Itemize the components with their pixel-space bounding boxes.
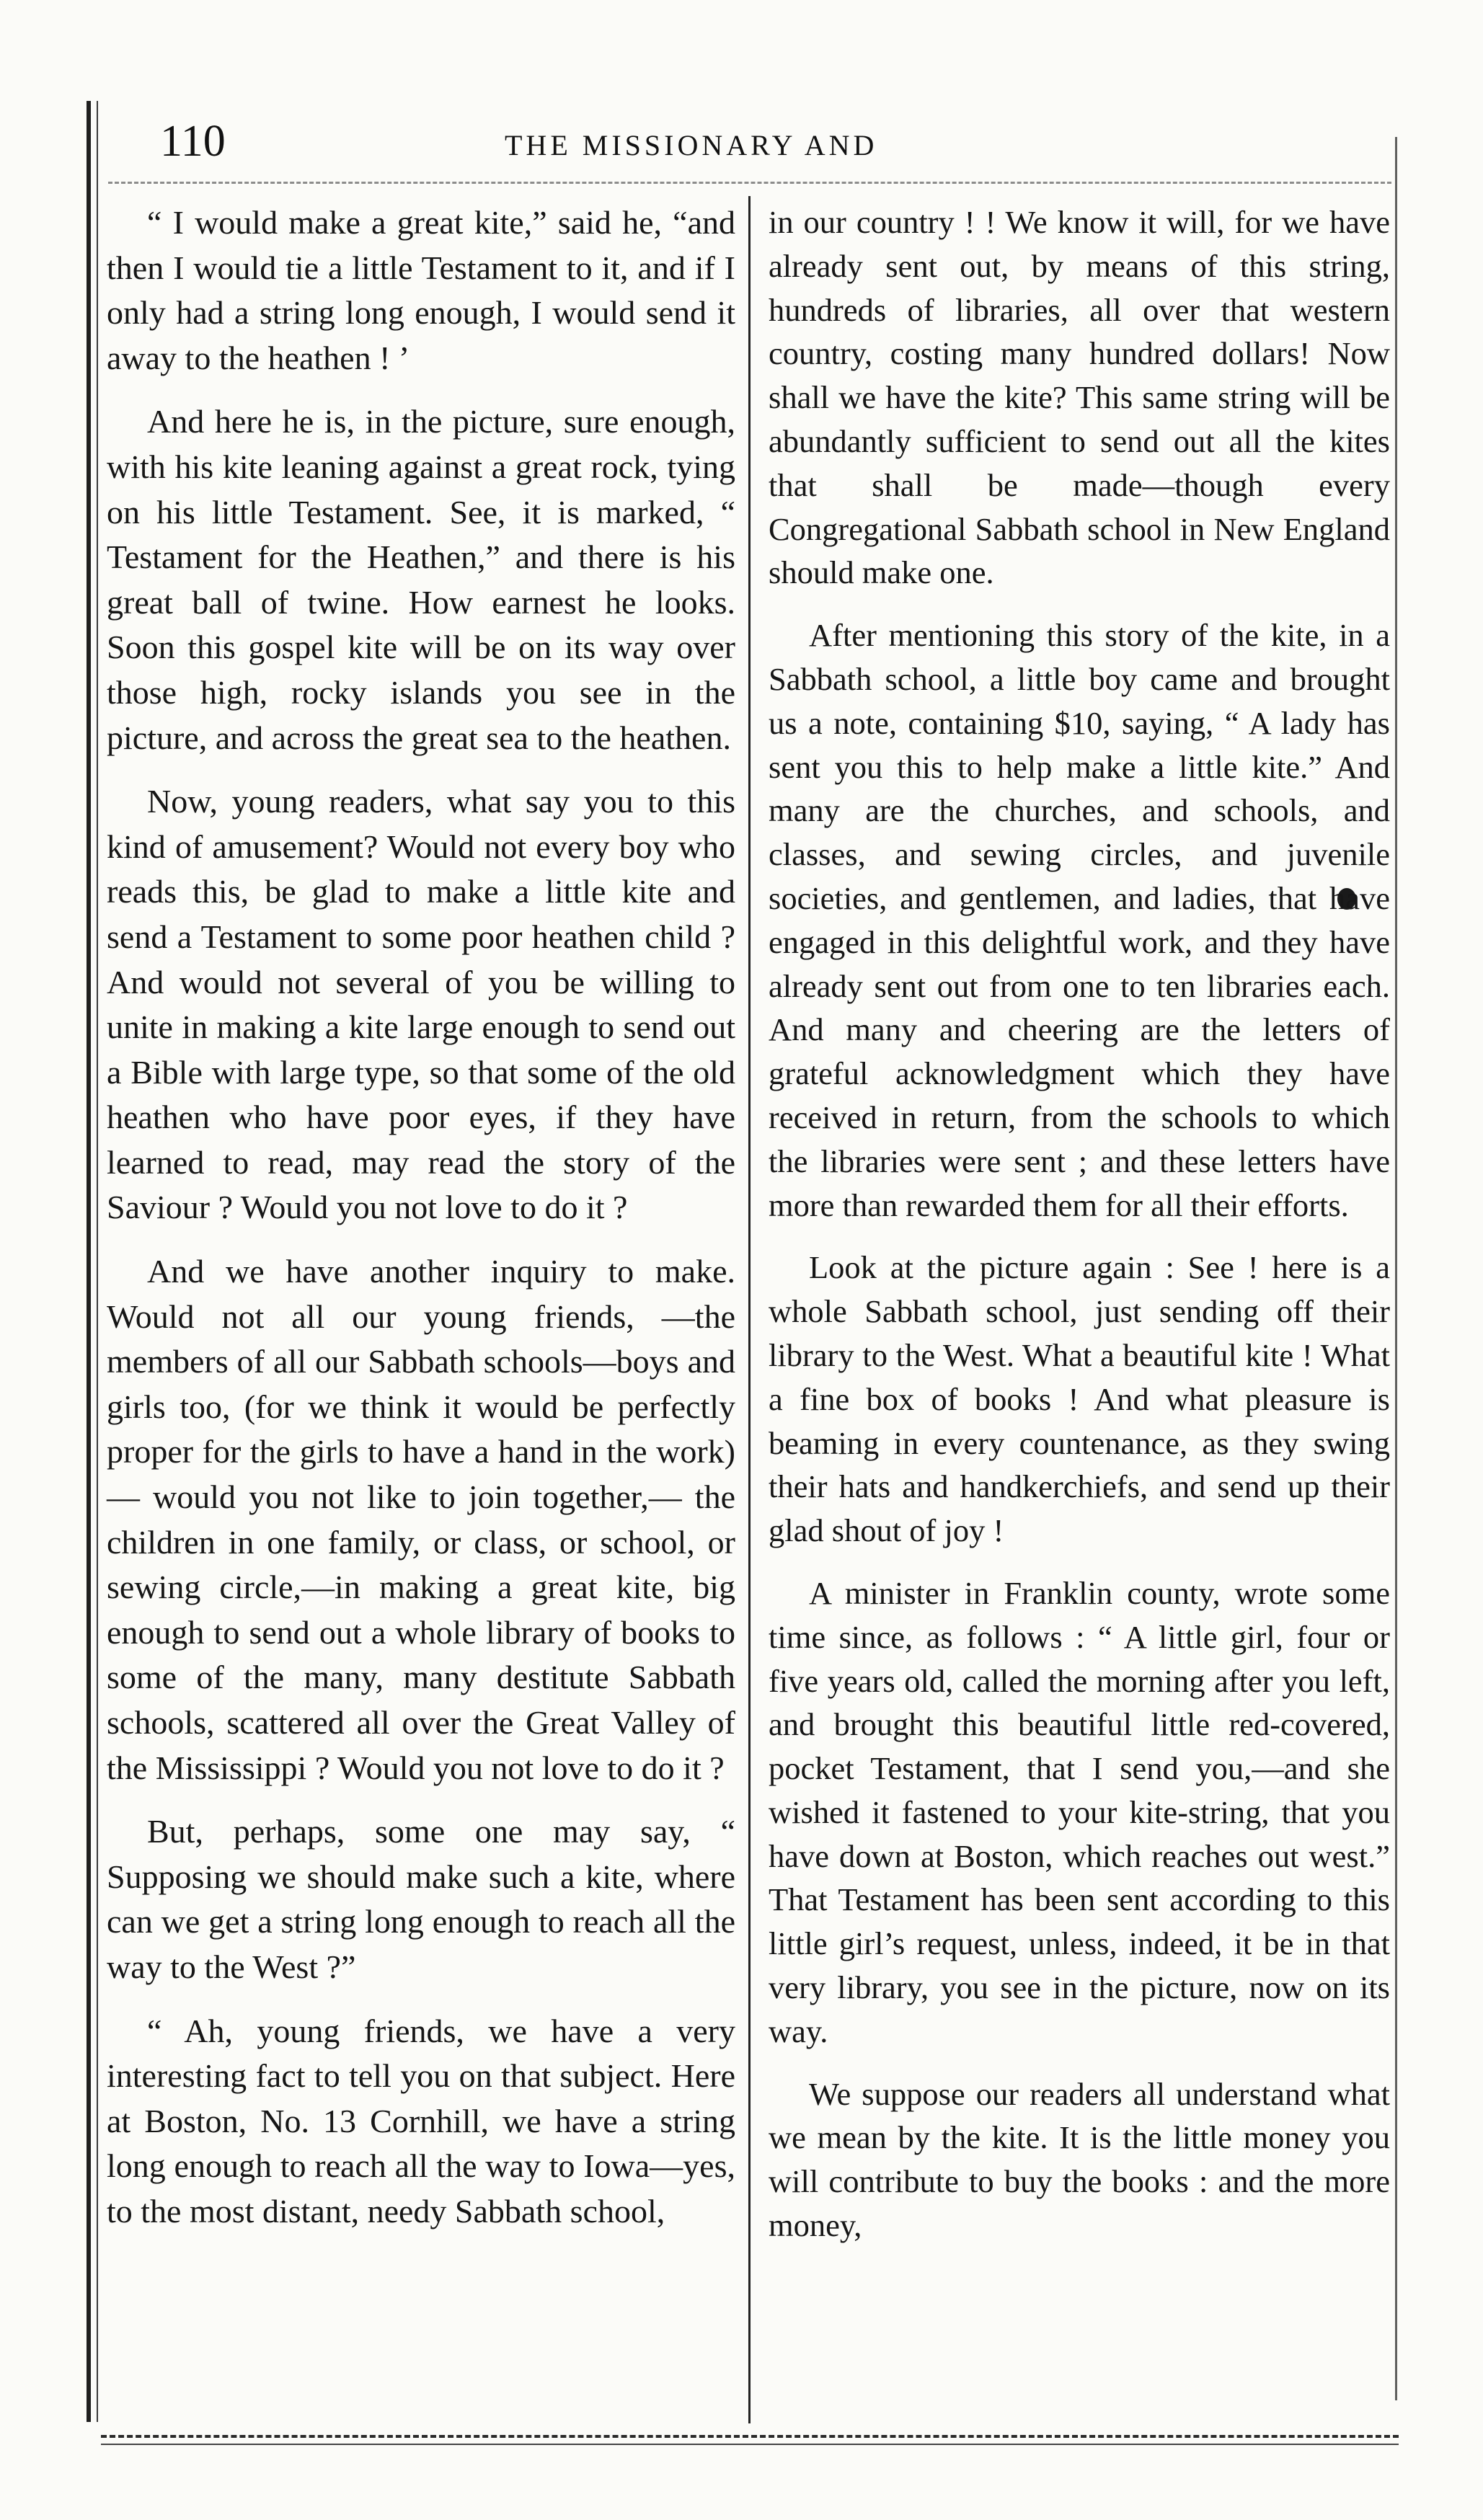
right-border-rule [1395, 137, 1397, 2400]
left-inner-border-rule [97, 101, 98, 2422]
paragraph: “ I would make a great kite,” said he, “and then I would tie a little Testament to it, and if I only had a string long enough, I would send it away to the heathen ! ’ [107, 204, 735, 376]
left-column [107, 200, 735, 2253]
paragraph: Now, young readers, what say you to this kind of amusement? Would not every boy who reads this, be glad to make a little kite and send a Testament to some poor heathen child ? And would not several of you be willing to unite in making a kite large enough to send out a Bible with large type, so that some of the old heathen who have poor eyes, if they have learned to read, may read the story of the Saviour ? Would you not love to do it ? [107, 783, 735, 1226]
paragraph: Look at the picture again : See ! here is a whole Sabbath school, just sending off their library to the West. What a beautiful kite ! What a fine box of books ! And what pleasure is beaming in every countenance, as they swing their hats and handkerchiefs, and send up their glad shout of joy ! [769, 1249, 1390, 1549]
header-rule [108, 182, 1391, 185]
right-column [769, 200, 1390, 2266]
page-number: 110 [160, 117, 226, 166]
paragraph: “ Ah, young friends, we have a very interesting fact to tell you on that subject. Here at Boston, No. 13 Cornhill, we have a string long enough to reach all the way to Iowa—yes, to the most distant, needy Sabbath school, [107, 2012, 735, 2230]
footer-rule [101, 2435, 1399, 2445]
paragraph: And here he is, in the picture, sure enough, with his kite leaning against a great rock, tying on his little Testament. See, it is marked, “ Testament for the Heathen,” and there is his great ball of twine. How earnest he looks. Soon this gospel kite will be on its way over those high, rocky islands you see in the picture, and across the great sea to the heathen. [107, 403, 735, 756]
paragraph: in our country ! ! We know it will, for we have already sent out, by means of this string, hundreds of libraries, all over that western country, costing many hundred dollars! Now shall we have the kite? This same string will be abundantly sufficient to send out all the kites that shall be made—though every Congregational Sabbath school in New England should make one. [769, 204, 1390, 591]
column-divider-rule [748, 196, 751, 2423]
paragraph: After mentioning this story of the kite, in a Sabbath school, a little boy came and brought us a note, containing $10, saying, “ A lady has sent you this to help make a little kite.” And many are the churches, and schools, and classes, and sewing circles, and juvenile societies, and gentlemen, and ladies, that have engaged in this delightful work, and they have already sent out from one to ten libraries each. And many and cheering are the letters of grateful acknowledgment which they have received in return, from the schools to which the libraries were sent ; and these letters have more than rewarded them for all their efforts. [769, 617, 1390, 1223]
running-head: THE MISSIONARY AND [505, 129, 878, 161]
paragraph: But, perhaps, some one may say, “ Supposing we should make such a kite, where can we get a string long enough to reach all the way to the West ?” [107, 1813, 735, 1985]
paragraph: And we have another inquiry to make. Would not all our young friends, —the members of all our Sabbath schools—boys and girls too, (for we think it would be perfectly proper for the girls to have a hand in the work)— would you not like to join together,— the children in one family, or class, or school, or sewing circle,—in making a great kite, big enough to send out a whole library of books to some of the many, many destitute Sabbath schools, scattered all over the Great Valley of the Mississippi ? Would you not love to do it ? [107, 1253, 735, 1786]
paragraph: A minister in Franklin county, wrote some time since, as follows : “ A little girl, four or five years old, called the morning after you left, and brought this beautiful little red-covered, pocket Testament, that I send you,—and she wished it fastened to your kite-string, that you have down at Boston, which reaches out west.” That Testament has been sent according to this little girl’s request, unless, indeed, it be in that very library, you see in the picture, now on its way. [769, 1574, 1390, 2049]
left-border-rule [87, 101, 91, 2422]
paragraph: We suppose our readers all understand what we mean by the kite. It is the little money you will contribute to buy the books : and the more money, [769, 2075, 1390, 2244]
